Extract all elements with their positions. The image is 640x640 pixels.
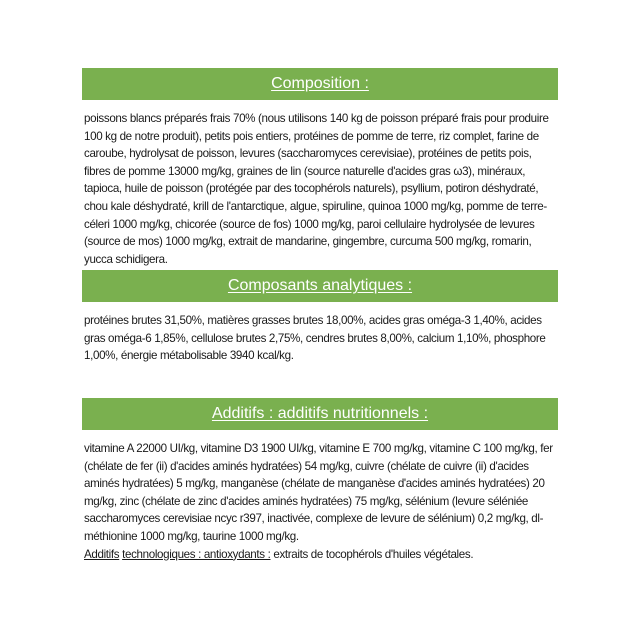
analytical-text: protéines brutes 31,50%, matières grasses brutes 18,00%, acides gras oméga-3 1,40%, acides gras oméga-6 1,85%, cellulose brutes 2,75%, cendres brutes 8,00%, calcium 1,10%, phosphore 1,00%, énergie métabolisable 3940 kcal/kg. [84, 314, 546, 363]
technological-additives-line [84, 546, 558, 564]
composition-header: Composition : [82, 68, 558, 100]
tech-label-additifs: Additifs [84, 547, 120, 561]
additives-text: vitamine A 22000 UI/kg, vitamine D3 1900 UI/kg, vitamine E 700 mg/kg, vitamine C 100 mg/kg, fer (chélate de fer (ii) d'acides aminés hydratées) 54 mg/kg, cuivre (chélate de cuivre (ii) d'acides aminés hydratées) 5 mg/kg, manganèse (chélate de manganèse d'acides aminés hydratées) 20 mg/kg, zinc (chélate de zinc d'acides aminés hydratées) 75 mg/kg, sélénium (levure séléniée saccharomyces cerevisiae ncyc r397, inactivée, complexe de levure de sélénium) 0,2 mg/kg, dl-méthionine 1000 mg/kg, taurine 1000 mg/kg. [84, 442, 553, 543]
analytical-header: Composants analytiques : [82, 270, 558, 302]
analytical-section [82, 270, 558, 365]
composition-text: poissons blancs préparés frais 70% (nous utilisons 140 kg de poisson préparé frais pour produire 100 kg de notre produit), petits pois entiers, protéines de pomme de terre, riz complet, farine de caroube, hydrolysat de poisson, levures (saccharomyces cerevisiae), protéines de petits pois, fibres de pomme 13000 mg/kg, graines de lin (source naturelle d'acides gras ω3), minéraux, tapioca, huile de poisson (protégée par des tocophérols naturels), psyllium, potiron déshydraté, chou kale déshydraté, krill de l'antarctique, algue, spiruline, quinoa 1000 mg/kg, pomme de terre-céleri 1000 mg/kg, chicorée (source de fos) 1000 mg/kg, paroi cellulaire hydrolysée de levures (source de mos) 1000 mg/kg, extrait de mandarine, gingembre, curcuma 500 mg/kg, romarin, yucca schidigera. [84, 112, 549, 266]
tech-antioxidants-text: extraits de tocophérols d'huiles végétales. [273, 547, 474, 561]
additives-section [82, 398, 558, 563]
tech-label-antioxydants: technologiques : antioxydants : [122, 547, 271, 561]
additives-block [82, 440, 558, 563]
composition-section [82, 68, 558, 268]
additives-header: Additifs : additifs nutritionnels : [82, 398, 558, 430]
